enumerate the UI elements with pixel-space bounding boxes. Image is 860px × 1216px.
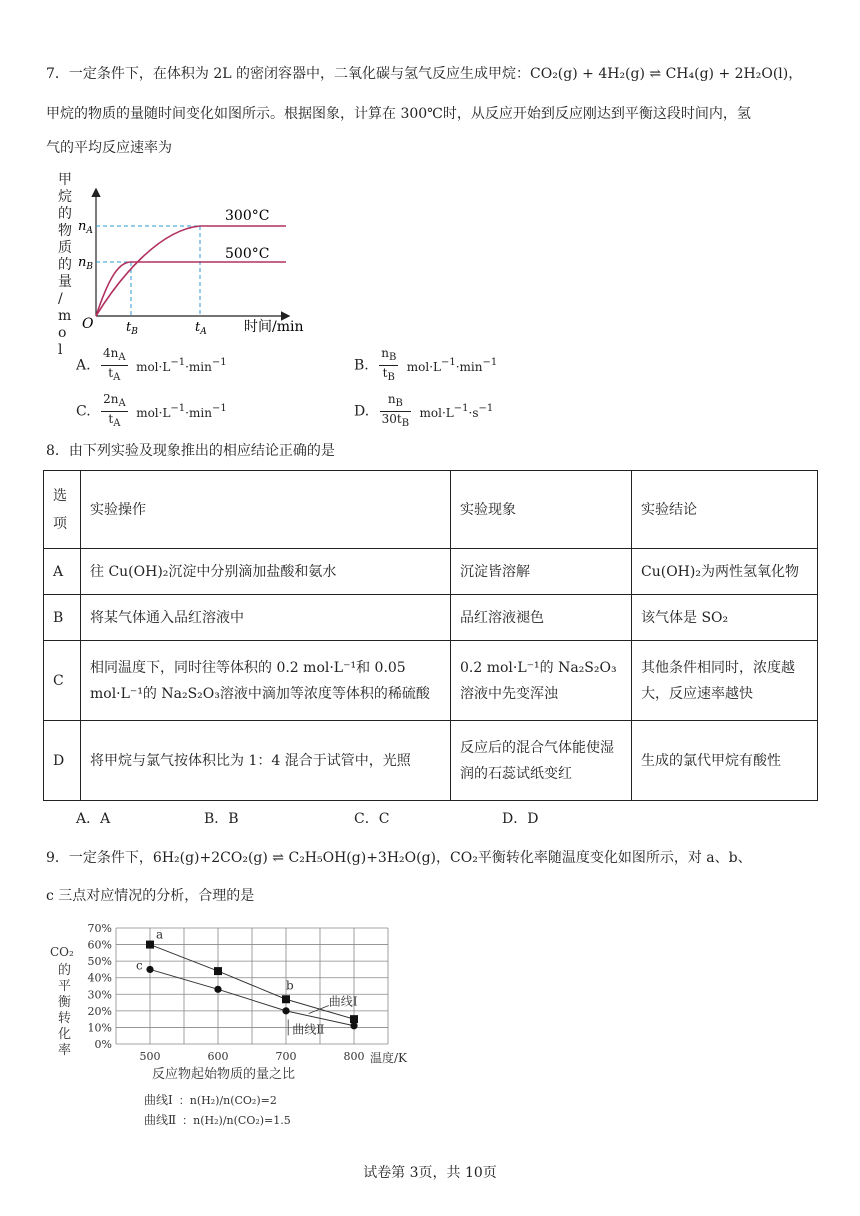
curve-1-label: 曲线Ⅰ (328, 994, 358, 1009)
chart-series (136, 928, 358, 1037)
q7-option-c[interactable]: C. $\frac{2n_A}{t_A}$ $mol\cdot L^{-1}\cdot\min^{-1}$ (76, 392, 227, 429)
curve-500c-label: 500°C (225, 246, 270, 262)
q7-y-axis-label (58, 172, 72, 358)
table-row: C 相同温度下，同时往等体积的 0.2 mol·L⁻¹和 0.05 mol·L⁻¹的 Na₂S₂O₃溶液中滴加等浓度等体积的稀硫酸 0.2 mol·L⁻¹的 Na₂S₂O₃溶液中先变浑浊 其他条件相同时，浓度越大，反应速率越快 (44, 641, 818, 721)
x-tick-label: 800 (343, 1050, 365, 1063)
table-row: D 将甲烷与氯气按体积比为 1：4 混合于试管中，光照 反应后的混合气体能使湿润的石蕊试纸变红 生成的氯代甲烷有酸性 (44, 721, 818, 801)
q8-stem: 8．由下列实验及现象推出的相应结论正确的是 (46, 443, 335, 459)
y-tick-label: 50% (87, 955, 112, 969)
header-operation: 实验操作 (81, 471, 451, 549)
point-label-b: b (286, 978, 294, 993)
header-option: 选项 (44, 471, 81, 549)
curve-500c (96, 262, 286, 316)
x-tick-labels (140, 1050, 365, 1063)
tA-label: $t_A$ (195, 320, 207, 337)
tB-label: $t_B$ (126, 320, 138, 337)
y-label-char: 甲 (58, 172, 72, 188)
data-point-circle (146, 966, 153, 973)
y-label-char: 化 (58, 1027, 72, 1042)
y-label-char: 衡 (58, 995, 72, 1010)
q9-stem-line2: c 三点对应情况的分析，合理的是 (46, 888, 255, 904)
curve-2-label: 曲线Ⅱ (292, 1022, 325, 1037)
y-tick-label: 0% (94, 1038, 112, 1051)
experiment-table (43, 470, 818, 801)
header-conclusion: 实验结论 (632, 471, 818, 549)
q8-answer-a[interactable]: A．A (76, 811, 111, 827)
x-axis-label: 温度/K (370, 1051, 408, 1065)
y-label-char: / (58, 291, 63, 307)
y-label-char: o (58, 325, 67, 341)
page-footer: 试卷第 3页，共 10页 (363, 1165, 497, 1181)
legend-curve-1: 曲线Ⅰ ：n(H₂)/n(CO₂)=2 (144, 1093, 277, 1107)
y-tick-labels (88, 922, 112, 1051)
x-axis-label: 时间/min (244, 319, 304, 335)
curve-300c (96, 226, 286, 316)
table-row: B 将某气体通入品红溶液中 品红溶液褪色 该气体是 SO₂ (44, 595, 818, 641)
y-label-char: 量 (58, 274, 72, 290)
y-label-char: 的 (58, 257, 72, 273)
y-label-char: l (58, 342, 63, 358)
data-point-circle (282, 1007, 289, 1014)
curve-300c-label: 300°C (225, 208, 270, 224)
data-point-circle (350, 1022, 357, 1029)
origin-label: O (82, 316, 94, 332)
point-label-c: c (136, 958, 143, 973)
y-label-char: 质 (58, 240, 72, 256)
table-header-row (44, 471, 818, 549)
y-label-char: 的 (58, 206, 72, 222)
data-point-square (214, 967, 222, 975)
nB-label: $n_B$ (78, 255, 93, 272)
q7-stem-line3: 气的平均反应速率为 (46, 140, 172, 156)
data-point-circle (214, 986, 221, 993)
y-label-char: 烷 (58, 189, 72, 205)
y-label-char: m (58, 308, 72, 324)
data-point-square (282, 995, 290, 1003)
point-label-a: a (156, 927, 164, 942)
co2-conversion-chart (48, 918, 428, 1133)
chart-grid (116, 928, 388, 1044)
y-label-char: 转 (58, 1011, 72, 1026)
y-label-part: CO₂ (50, 945, 74, 959)
y-tick-label: 60% (87, 938, 112, 952)
y-tick-label: 70% (87, 922, 112, 935)
legend-curve-2: 曲线Ⅱ ：n(H₂)/n(CO₂)=1.5 (144, 1113, 291, 1127)
q7-stem-line1: 7．一定条件下，在体积为 2L 的密闭容器中，二氧化碳与氢气反应生成甲烷：CO₂(g) + 4H₂(g) ⇌ CH₄(g) + 2H₂O(l)， (46, 66, 803, 82)
q7-option-d[interactable]: D. $\frac{n_B}{30t_B}$ $mol\cdot L^{-1}\cdot s^{-1}$ (354, 392, 494, 429)
y-tick-label: 40% (87, 971, 112, 985)
table-row: A 往 Cu(OH)₂沉淀中分别滴加盐酸和氨水 沉淀皆溶解 Cu(OH)₂为两性氢氧化物 (44, 549, 818, 595)
y-tick-label: 20% (87, 1004, 112, 1018)
nA-label: $n_A$ (78, 219, 93, 236)
x-tick-label: 700 (275, 1050, 297, 1063)
q8-answer-b[interactable]: B．B (204, 811, 239, 827)
legend-title: 反应物起始物质的量之比 (152, 1067, 296, 1082)
x-tick-label: 600 (207, 1050, 229, 1063)
q7-option-b[interactable]: B. $\frac{n_B}{t_B}$ $mol\cdot L^{-1}\cdot\min^{-1}$ (354, 346, 498, 383)
q9-stem-line1: 9．一定条件下，6H₂(g)+2CO₂(g) ⇌ C₂H₅OH(g)+3H₂O(g)，CO₂平衡转化率随温度变化如图所示，对 a、b、 (46, 850, 752, 866)
methane-time-graph (48, 170, 328, 358)
q7-option-a[interactable]: A. $\frac{4n_A}{t_A}$ $mol\cdot L^{-1}\cdot\min^{-1}$ (76, 346, 227, 383)
data-point-square (350, 1015, 358, 1023)
y-label-char: 率 (58, 1043, 72, 1058)
q8-answer-c[interactable]: C．C (354, 811, 390, 827)
q8-answer-d[interactable]: D．D (502, 811, 539, 827)
q7-stem-line2: 甲烷的物质的量随时间变化如图所示。根据图象，计算在 300℃时，从反应开始到反应刚达到平衡这段时间内，氢 (46, 106, 751, 122)
y-tick-label: 10% (87, 1021, 112, 1035)
y-label-char: 的 (58, 963, 72, 978)
y-label-char: 物 (58, 223, 72, 239)
header-phenomenon: 实验现象 (451, 471, 632, 549)
y-label-char: 平 (58, 979, 72, 994)
q9-y-axis-label (50, 945, 74, 1058)
x-tick-label: 500 (139, 1050, 161, 1063)
y-tick-label: 30% (87, 988, 112, 1002)
data-point-square (146, 941, 154, 949)
